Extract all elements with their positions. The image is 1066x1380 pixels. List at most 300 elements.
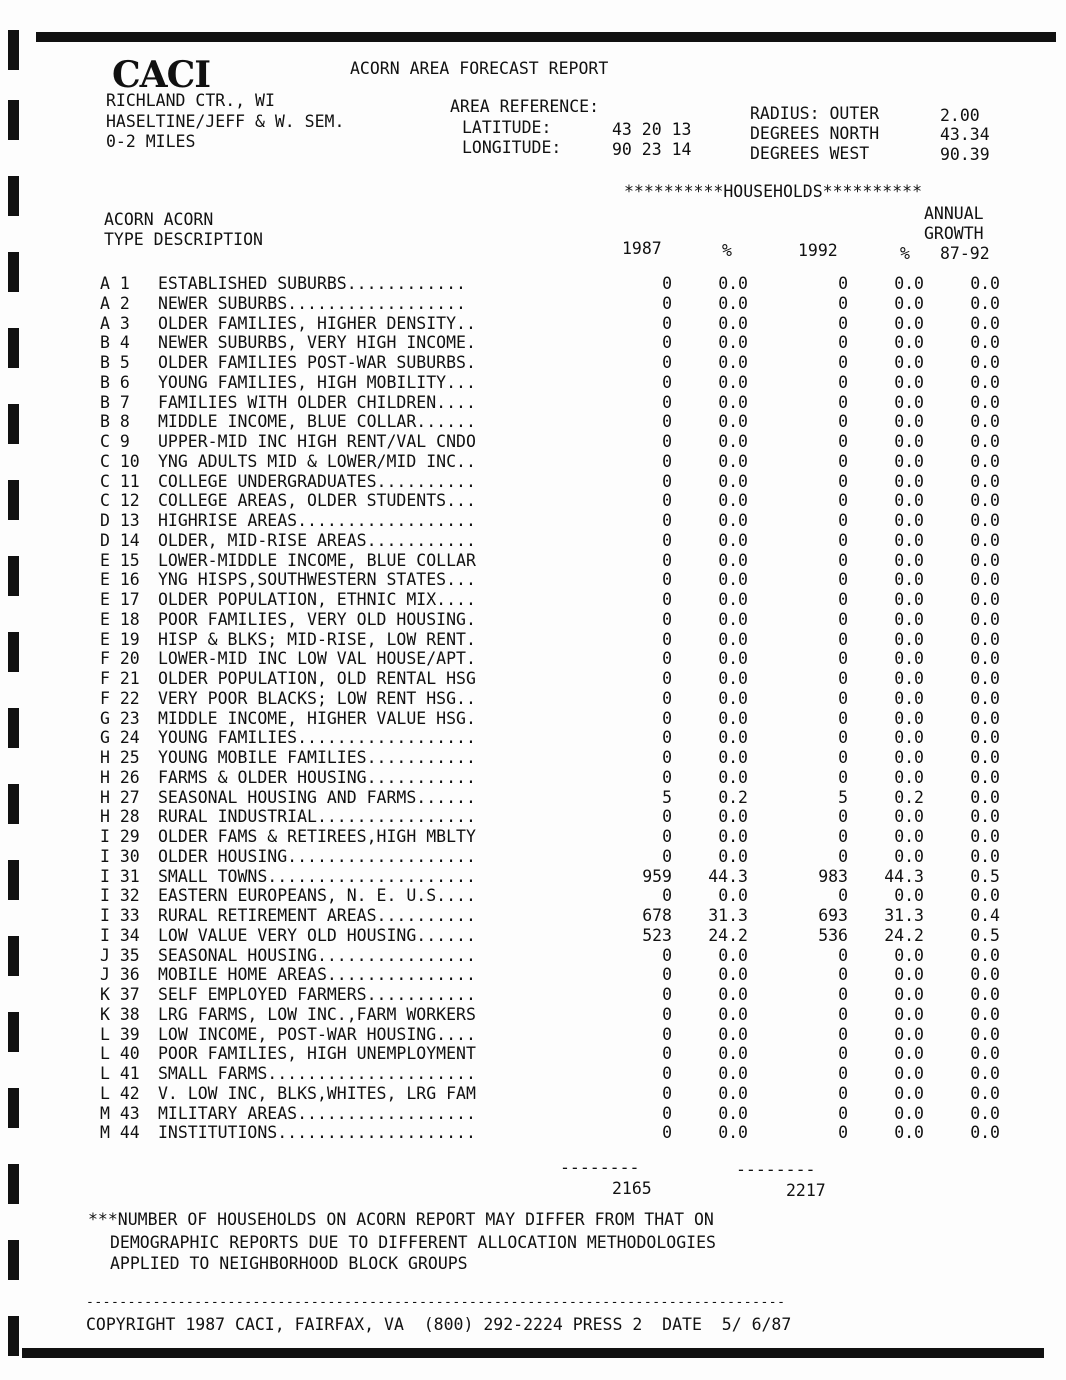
acorn-type-code: K 37 (100, 985, 140, 1004)
table-row (100, 472, 1020, 492)
households-1987: 0 (662, 313, 672, 333)
households-1992: 0 (838, 767, 848, 787)
table-row (100, 965, 1020, 985)
total-1987: 2165 (612, 1179, 652, 1198)
table-row (100, 807, 1020, 827)
percent-1992: 0.0 (894, 728, 924, 748)
annual-growth: 0.0 (970, 550, 1000, 570)
punch-hole (8, 176, 19, 216)
punch-hole (8, 30, 19, 70)
percent-1987: 0.0 (718, 1004, 748, 1024)
year-1992-header: 1992 (798, 241, 838, 260)
households-1987: 0 (662, 708, 672, 728)
households-1987: 0 (662, 1123, 672, 1143)
annual-growth: 0.0 (970, 511, 1000, 530)
table-row (100, 946, 1020, 966)
households-1992: 0 (838, 274, 848, 293)
pct-1987-header: % (722, 241, 732, 260)
percent-1987: 31.3 (708, 906, 748, 925)
acorn-description: EASTERN EUROPEANS, N. E. U.S.... (158, 886, 476, 906)
table-row (100, 452, 1020, 472)
annual-growth: 0.0 (970, 1024, 1000, 1044)
percent-1992: 0.0 (894, 669, 924, 688)
table-row (100, 412, 1020, 432)
acorn-type-code: D 13 (100, 511, 140, 530)
acorn-description: LOWER-MIDDLE INCOME, BLUE COLLAR (158, 550, 476, 570)
percent-1987: 0.0 (718, 807, 748, 827)
table-row (100, 1064, 1020, 1084)
table-row (100, 630, 1020, 650)
punch-hole (8, 100, 19, 140)
percent-1992: 0.0 (894, 807, 924, 827)
households-1987: 0 (662, 1083, 672, 1103)
households-1992: 0 (838, 1064, 848, 1083)
percent-1992: 0.0 (894, 293, 924, 313)
percent-1992: 0.0 (894, 1024, 924, 1044)
table-row (100, 610, 1020, 630)
households-1987: 0 (662, 1024, 672, 1044)
annual-growth: 0.0 (970, 886, 1000, 906)
households-1987: 0 (662, 985, 672, 1004)
annual-growth: 0.0 (970, 1044, 1000, 1064)
table-row (100, 511, 1020, 531)
punch-hole (8, 1088, 19, 1128)
acorn-description: V. LOW INC, BLKS,WHITES, LRG FAM (158, 1083, 476, 1103)
percent-1992: 0.0 (894, 412, 924, 432)
households-1987: 523 (642, 925, 672, 945)
table-row (100, 906, 1020, 926)
annual-growth: 0.0 (970, 333, 1000, 353)
annual-growth: 0.4 (970, 906, 1000, 925)
table-row (100, 867, 1020, 887)
households-1992: 0 (838, 846, 848, 866)
percent-1987: 0.0 (718, 669, 748, 688)
annual-growth: 0.0 (970, 609, 1000, 629)
percent-1992: 0.0 (894, 491, 924, 511)
table-row (100, 985, 1020, 1005)
table-row (100, 353, 1020, 373)
caci-logo: CACI (112, 54, 211, 96)
percent-1992: 0.0 (894, 945, 924, 965)
households-1992: 0 (838, 1083, 848, 1103)
annual-growth: 0.0 (970, 748, 1000, 767)
table-row (100, 649, 1020, 669)
degrees-west-label: DEGREES WEST (750, 144, 870, 163)
percent-1987: 0.0 (718, 412, 748, 432)
table-row (100, 333, 1020, 353)
percent-1992: 0.0 (894, 886, 924, 906)
annual-growth: 0.0 (970, 985, 1000, 1004)
table-row (100, 590, 1020, 610)
table-row (100, 669, 1020, 689)
acorn-description: OLDER FAMS & RETIREES,HIGH MBLTY (158, 827, 476, 846)
households-1987: 0 (662, 669, 672, 688)
annual-growth: 0.0 (970, 1103, 1000, 1123)
radius-value: 2.00 (940, 106, 980, 125)
acorn-type-code: G 23 (100, 708, 140, 728)
households-1992: 0 (838, 886, 848, 906)
acorn-type-code: L 39 (100, 1024, 140, 1044)
households-1992: 0 (838, 1123, 848, 1143)
households-1992: 0 (838, 965, 848, 985)
households-1987: 0 (662, 392, 672, 412)
footnote-line: DEMOGRAPHIC REPORTS DUE TO DIFFERENT ALLOCATION METHODOLOGIES (110, 1233, 716, 1252)
table-row (100, 1084, 1020, 1104)
acorn-description: RURAL INDUSTRIAL................ (158, 807, 476, 827)
households-1987: 0 (662, 274, 672, 293)
annual-growth: 0.5 (970, 925, 1000, 945)
punch-hole (8, 1316, 19, 1356)
table-row (100, 748, 1020, 768)
acorn-type-code: L 42 (100, 1083, 140, 1103)
punch-hole (8, 708, 19, 748)
percent-1987: 0.0 (718, 333, 748, 353)
households-1992: 0 (838, 333, 848, 353)
acorn-type-code: H 26 (100, 767, 140, 787)
percent-1987: 0.0 (718, 274, 748, 293)
percent-1992: 0.0 (894, 590, 924, 609)
location-line: HASELTINE/JEFF & W. SEM. (106, 112, 345, 131)
acorn-type-code: A 3 (100, 313, 130, 333)
households-1992: 0 (838, 688, 848, 708)
households-1987: 0 (662, 353, 672, 372)
percent-1992: 0.0 (894, 708, 924, 728)
top-rule (36, 32, 1056, 42)
households-1987: 678 (642, 906, 672, 925)
totals-underline-1987: -------- (560, 1158, 640, 1177)
percent-1987: 0.0 (718, 728, 748, 748)
households-1987: 0 (662, 1064, 672, 1083)
punch-hole (8, 252, 19, 292)
punch-holes-strip (8, 30, 22, 1360)
households-1987: 0 (662, 372, 672, 392)
percent-1992: 0.0 (894, 432, 924, 451)
punch-hole (8, 328, 19, 368)
table-row (100, 1025, 1020, 1045)
percent-1992: 0.0 (894, 511, 924, 530)
households-1987: 0 (662, 767, 672, 787)
acorn-description: YNG ADULTS MID & LOWER/MID INC.. (158, 451, 476, 471)
percent-1987: 0.0 (718, 846, 748, 866)
annual-growth: 0.0 (970, 392, 1000, 412)
annual-growth: 0.0 (970, 491, 1000, 511)
households-1992: 536 (818, 925, 848, 945)
acorn-description: ESTABLISHED SUBURBS............ (158, 274, 466, 293)
percent-1987: 0.0 (718, 1103, 748, 1123)
acorn-type-code: C 12 (100, 491, 140, 511)
percent-1992: 0.0 (894, 767, 924, 787)
percent-1987: 0.0 (718, 629, 748, 649)
longitude-label: LONGITUDE: (462, 138, 562, 157)
households-1992: 983 (818, 866, 848, 886)
total-1992: 2217 (786, 1181, 826, 1200)
annual-growth: 0.0 (970, 827, 1000, 846)
table-row (100, 570, 1020, 590)
acorn-type-code: C 10 (100, 451, 140, 471)
punch-hole (8, 936, 19, 976)
percent-1987: 0.0 (718, 945, 748, 965)
acorn-type-code: D 14 (100, 530, 140, 550)
annual-growth: 0.0 (970, 590, 1000, 609)
acorn-type-code: M 43 (100, 1103, 140, 1123)
percent-1987: 0.0 (718, 570, 748, 590)
table-row (100, 709, 1020, 729)
growth-range-header: 87-92 (940, 244, 990, 263)
percent-1987: 0.0 (718, 609, 748, 629)
percent-1987: 0.0 (718, 748, 748, 767)
percent-1992: 0.0 (894, 333, 924, 353)
percent-1987: 0.0 (718, 372, 748, 392)
households-1987: 0 (662, 827, 672, 846)
annual-growth: 0.0 (970, 570, 1000, 590)
table-row (100, 491, 1020, 511)
acorn-type-code: F 21 (100, 669, 140, 688)
table-row (100, 926, 1020, 946)
households-1987: 0 (662, 728, 672, 748)
households-banner: **********HOUSEHOLDS********** (624, 182, 923, 201)
acorn-description: POOR FAMILIES, HIGH UNEMPLOYMENT (158, 1044, 476, 1064)
acorn-description: OLDER FAMILIES POST-WAR SUBURBS. (158, 353, 476, 372)
area-reference-label: AREA REFERENCE: (450, 97, 600, 116)
percent-1992: 0.0 (894, 550, 924, 570)
households-1992: 0 (838, 511, 848, 530)
annual-growth: 0.0 (970, 787, 1000, 807)
acorn-type-code: E 15 (100, 550, 140, 570)
households-1992: 0 (838, 590, 848, 609)
acorn-type-code: J 36 (100, 965, 140, 985)
degrees-north-label: DEGREES NORTH (750, 124, 880, 143)
acorn-description: YOUNG FAMILIES, HIGH MOBILITY... (158, 372, 476, 392)
acorn-description: NEWER SUBURBS.................. (158, 293, 466, 313)
annual-growth: 0.0 (970, 313, 1000, 333)
percent-1992: 0.0 (894, 372, 924, 392)
households-1992: 0 (838, 530, 848, 550)
acorn-description: HISP & BLKS; MID-RISE, LOW RENT. (158, 629, 476, 649)
households-1992: 0 (838, 451, 848, 471)
acorn-description: COLLEGE AREAS, OLDER STUDENTS... (158, 491, 476, 511)
acorn-description: YNG HISPS,SOUTHWESTERN STATES... (158, 570, 476, 590)
households-1987: 0 (662, 530, 672, 550)
table-row (100, 294, 1020, 314)
percent-1987: 0.0 (718, 708, 748, 728)
acorn-table (100, 274, 1020, 1143)
table-row (100, 314, 1020, 334)
annual-growth: 0.0 (970, 451, 1000, 471)
acorn-type-code: L 41 (100, 1064, 140, 1083)
acorn-type-code: B 7 (100, 392, 130, 412)
annual-growth: 0.0 (970, 293, 1000, 313)
annual-growth: 0.0 (970, 945, 1000, 965)
table-row (100, 886, 1020, 906)
table-row (100, 1123, 1020, 1143)
acorn-description: MIDDLE INCOME, HIGHER VALUE HSG. (158, 708, 476, 728)
annual-growth: 0.0 (970, 669, 1000, 688)
households-1987: 0 (662, 293, 672, 313)
households-1987: 0 (662, 1044, 672, 1064)
households-1992: 0 (838, 728, 848, 748)
households-1992: 0 (838, 807, 848, 827)
acorn-description: OLDER POPULATION, ETHNIC MIX.... (158, 590, 476, 609)
households-1987: 0 (662, 333, 672, 353)
punch-hole (8, 1240, 19, 1280)
percent-1987: 0.0 (718, 1123, 748, 1143)
percent-1992: 44.3 (884, 866, 924, 886)
table-row (100, 728, 1020, 748)
households-1987: 0 (662, 590, 672, 609)
percent-1987: 0.0 (718, 886, 748, 906)
percent-1987: 0.0 (718, 827, 748, 846)
acorn-description: SELF EMPLOYED FARMERS........... (158, 985, 476, 1004)
percent-1987: 0.0 (718, 530, 748, 550)
households-1992: 0 (838, 432, 848, 451)
households-1987: 0 (662, 1004, 672, 1024)
annual-growth: 0.0 (970, 728, 1000, 748)
acorn-description: FARMS & OLDER HOUSING........... (158, 767, 476, 787)
acorn-type-code: I 34 (100, 925, 140, 945)
punch-hole (8, 404, 19, 444)
households-1992: 0 (838, 392, 848, 412)
percent-1987: 24.2 (708, 925, 748, 945)
households-1987: 0 (662, 945, 672, 965)
latitude-label: LATITUDE: (462, 118, 552, 137)
footnote-line: ***NUMBER OF HOUSEHOLDS ON ACORN REPORT MAY DIFFER FROM THAT ON (88, 1210, 714, 1229)
table-row (100, 1044, 1020, 1064)
percent-1992: 0.0 (894, 1103, 924, 1123)
percent-1992: 0.0 (894, 530, 924, 550)
acorn-type-code: B 6 (100, 372, 130, 392)
acorn-type-code: L 40 (100, 1044, 140, 1064)
percent-1992: 31.3 (884, 906, 924, 925)
acorn-type-code: H 25 (100, 748, 140, 767)
percent-1987: 44.3 (708, 866, 748, 886)
households-1992: 0 (838, 827, 848, 846)
households-1992: 0 (838, 313, 848, 333)
annual-growth: 0.0 (970, 471, 1000, 491)
annual-growth: 0.0 (970, 1083, 1000, 1103)
acorn-description: LOWER-MID INC LOW VAL HOUSE/APT. (158, 649, 476, 669)
acorn-description: OLDER POPULATION, OLD RENTAL HSG (158, 669, 476, 688)
acorn-type-code: K 38 (100, 1004, 140, 1024)
households-1987: 0 (662, 511, 672, 530)
percent-1987: 0.0 (718, 985, 748, 1004)
percent-1987: 0.2 (718, 787, 748, 807)
annual-growth: 0.0 (970, 530, 1000, 550)
percent-1987: 0.0 (718, 550, 748, 570)
percent-1992: 0.0 (894, 1083, 924, 1103)
households-1987: 0 (662, 1103, 672, 1123)
percent-1992: 0.0 (894, 471, 924, 491)
households-1987: 959 (642, 866, 672, 886)
acorn-type-code: I 29 (100, 827, 140, 846)
latitude-value: 43 20 13 (612, 120, 692, 139)
households-1987: 0 (662, 550, 672, 570)
percent-1992: 0.0 (894, 985, 924, 1004)
households-1987: 0 (662, 570, 672, 590)
acorn-description: LOW VALUE VERY OLD HOUSING...... (158, 925, 476, 945)
percent-1992: 0.0 (894, 748, 924, 767)
percent-1992: 0.0 (894, 609, 924, 629)
annual-growth: 0.0 (970, 1064, 1000, 1083)
acorn-description: OLDER FAMILIES, HIGHER DENSITY.. (158, 313, 476, 333)
households-1992: 0 (838, 985, 848, 1004)
acorn-type-code: G 24 (100, 728, 140, 748)
table-row (100, 689, 1020, 709)
acorn-type-code: H 28 (100, 807, 140, 827)
radius-label: RADIUS: OUTER (750, 104, 880, 123)
annual-growth: 0.0 (970, 649, 1000, 669)
households-1992: 0 (838, 1044, 848, 1064)
households-1987: 0 (662, 748, 672, 767)
percent-1992: 0.0 (894, 688, 924, 708)
percent-1987: 0.0 (718, 1064, 748, 1083)
table-row (100, 788, 1020, 808)
percent-1987: 0.0 (718, 432, 748, 451)
households-1987: 0 (662, 807, 672, 827)
households-1987: 0 (662, 471, 672, 491)
table-row (100, 1005, 1020, 1025)
percent-1987: 0.0 (718, 392, 748, 412)
percent-1992: 0.0 (894, 392, 924, 412)
acorn-type-code: E 16 (100, 570, 140, 590)
punch-hole (8, 556, 19, 596)
degrees-north-value: 43.34 (940, 125, 990, 144)
percent-1992: 0.0 (894, 274, 924, 293)
acorn-type-code: E 19 (100, 629, 140, 649)
totals-underline-1992: -------- (736, 1160, 816, 1179)
percent-1992: 0.0 (894, 570, 924, 590)
acorn-description: MIDDLE INCOME, BLUE COLLAR...... (158, 412, 476, 432)
acorn-type-code: I 31 (100, 866, 140, 886)
longitude-value: 90 23 14 (612, 140, 692, 159)
households-1992: 0 (838, 412, 848, 432)
punch-hole (8, 480, 19, 520)
acorn-type-code: M 44 (100, 1123, 140, 1143)
table-row (100, 432, 1020, 452)
acorn-description: HIGHRISE AREAS.................. (158, 511, 476, 530)
acorn-description: POOR FAMILIES, VERY OLD HOUSING. (158, 609, 476, 629)
annual-growth: 0.5 (970, 866, 1000, 886)
acorn-type-code: B 5 (100, 353, 130, 372)
households-1987: 0 (662, 491, 672, 511)
percent-1987: 0.0 (718, 451, 748, 471)
year-1987-header: 1987 (622, 239, 662, 258)
acorn-description: YOUNG FAMILIES.................. (158, 728, 476, 748)
percent-1987: 0.0 (718, 491, 748, 511)
acorn-type-code: J 35 (100, 945, 140, 965)
percent-1987: 0.0 (718, 293, 748, 313)
percent-1987: 0.0 (718, 965, 748, 985)
table-row (100, 1104, 1020, 1124)
households-1992: 0 (838, 471, 848, 491)
acorn-type-code: I 33 (100, 906, 140, 925)
copyright-line: COPYRIGHT 1987 CACI, FAIRFAX, VA (800) 292-2224 PRESS 2 DATE 5/ 6/87 (86, 1315, 792, 1334)
percent-1987: 0.0 (718, 1083, 748, 1103)
percent-1992: 0.0 (894, 1004, 924, 1024)
punch-hole (8, 784, 19, 824)
percent-1992: 0.0 (894, 965, 924, 985)
acorn-type-code: A 1 (100, 274, 130, 293)
annual-growth: 0.0 (970, 274, 1000, 293)
annual-growth: 0.0 (970, 353, 1000, 372)
acorn-type-code: I 30 (100, 846, 140, 866)
degrees-west-value: 90.39 (940, 145, 990, 164)
percent-1992: 0.0 (894, 313, 924, 333)
percent-1987: 0.0 (718, 1044, 748, 1064)
acorn-type-code: F 20 (100, 649, 140, 669)
acorn-description: FAMILIES WITH OLDER CHILDREN.... (158, 392, 476, 412)
acorn-description: SEASONAL HOUSING AND FARMS...... (158, 787, 476, 807)
households-1987: 0 (662, 965, 672, 985)
